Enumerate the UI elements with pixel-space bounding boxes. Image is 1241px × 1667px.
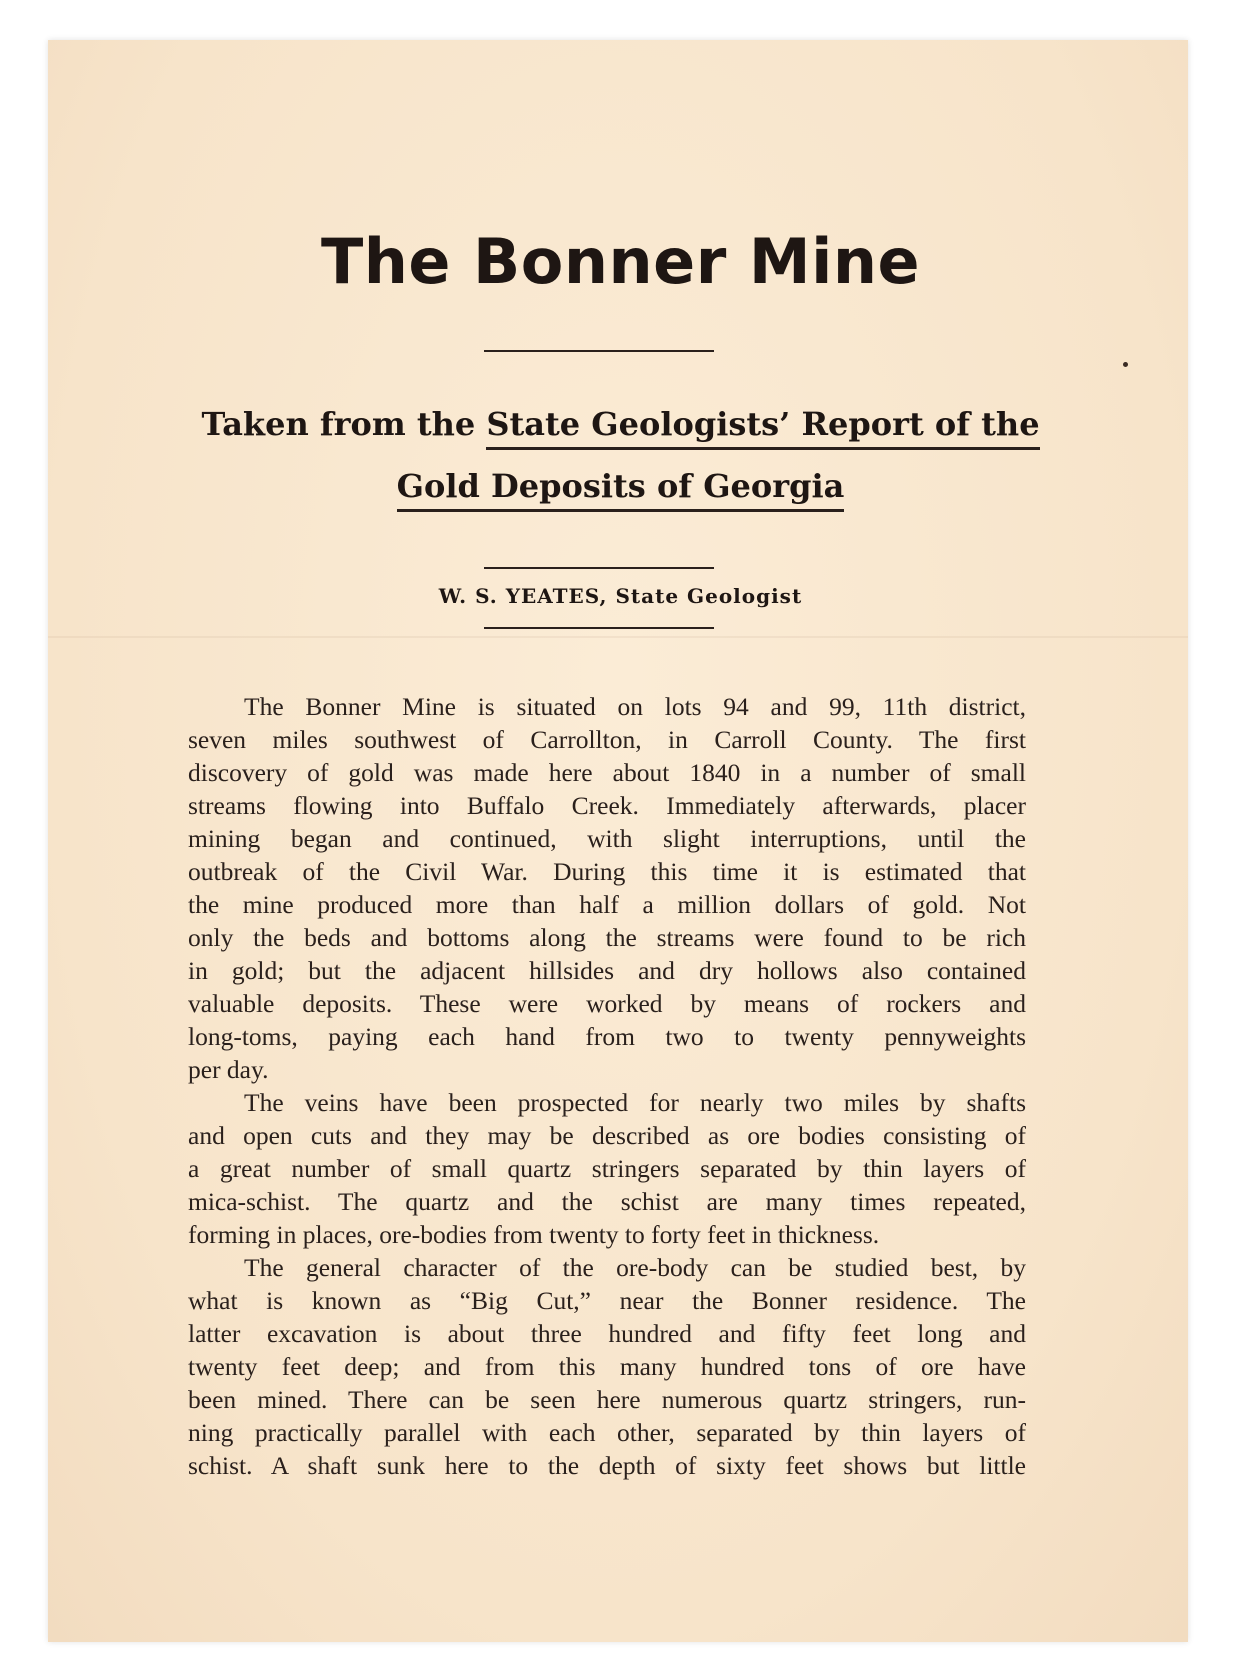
author-line: W. S. YEATES, State Geologist xyxy=(438,584,803,608)
text-line: discovery of gold was made here about 1840 in a number of small xyxy=(188,758,1026,787)
paragraph-3 xyxy=(188,1251,1026,1482)
text-line: outbreak of the Civil War. During this time it is estimated that xyxy=(188,857,1026,886)
title-divider xyxy=(484,350,714,352)
text-line: per day. xyxy=(188,1055,269,1084)
subtitle-report-title-continued: Gold Deposits of Georgia xyxy=(397,467,845,512)
text-line: mica-schist. The quartz and the schist are many times repeated, xyxy=(188,1187,1026,1216)
paper-speck xyxy=(1123,362,1128,367)
paragraph-1 xyxy=(188,690,1026,1086)
body-text xyxy=(188,690,1026,1482)
text-line: seven miles southwest of Carrollton, in Carroll County. The first xyxy=(188,725,1026,754)
text-line: schist. A shaft sunk here to the depth of sixty feet shows but little xyxy=(188,1451,1026,1480)
text-line: The veins have been prospected for nearly two miles by shafts xyxy=(244,1088,1026,1117)
text-line: only the beds and bottoms along the streams were found to be rich xyxy=(188,923,1026,952)
page-title: The Bonner Mine xyxy=(320,225,921,298)
paper-fold xyxy=(48,636,1188,638)
author-divider-bottom xyxy=(484,627,714,629)
text-line: long-toms, paying each hand from two to twenty pennyweights xyxy=(188,1022,1026,1051)
text-line: forming in places, ore-bodies from twenty to forty feet in thickness. xyxy=(188,1220,880,1249)
subtitle-prefix: Taken from the xyxy=(201,405,487,443)
subtitle-line-1 xyxy=(0,405,1241,443)
text-line: valuable deposits. These were worked by means of rockers and xyxy=(188,989,1026,1018)
subtitle-report-title: State Geologists’ Report of the xyxy=(486,405,1039,450)
text-line: a great number of small quartz stringers separated by thin layers of xyxy=(188,1154,1026,1183)
text-line: mining began and continued, with slight interruptions, until the xyxy=(188,824,1026,853)
text-line: what is known as “Big Cut,” near the Bonner residence. The xyxy=(188,1286,1026,1315)
text-line: streams flowing into Buffalo Creek. Immediately afterwards, placer xyxy=(188,791,1026,820)
subtitle-line-2 xyxy=(0,467,1241,505)
text-line: and open cuts and they may be described as ore bodies consisting of xyxy=(188,1121,1026,1150)
text-line: The Bonner Mine is situated on lots 94 and 99, 11th district, xyxy=(244,692,1026,721)
text-line: the mine produced more than half a million dollars of gold. Not xyxy=(188,890,1026,919)
text-line: The general character of the ore-body can be studied best, by xyxy=(244,1253,1026,1282)
text-line: ning practically parallel with each other, separated by thin layers of xyxy=(188,1418,1026,1447)
text-line: in gold; but the adjacent hillsides and dry hollows also contained xyxy=(188,956,1026,985)
text-line: been mined. There can be seen here numerous quartz stringers, run- xyxy=(188,1385,1026,1414)
author-divider-top xyxy=(484,567,714,569)
text-line: twenty feet deep; and from this many hundred tons of ore have xyxy=(188,1352,1026,1381)
paragraph-2 xyxy=(188,1086,1026,1251)
text-line: latter excavation is about three hundred and fifty feet long and xyxy=(188,1319,1026,1348)
